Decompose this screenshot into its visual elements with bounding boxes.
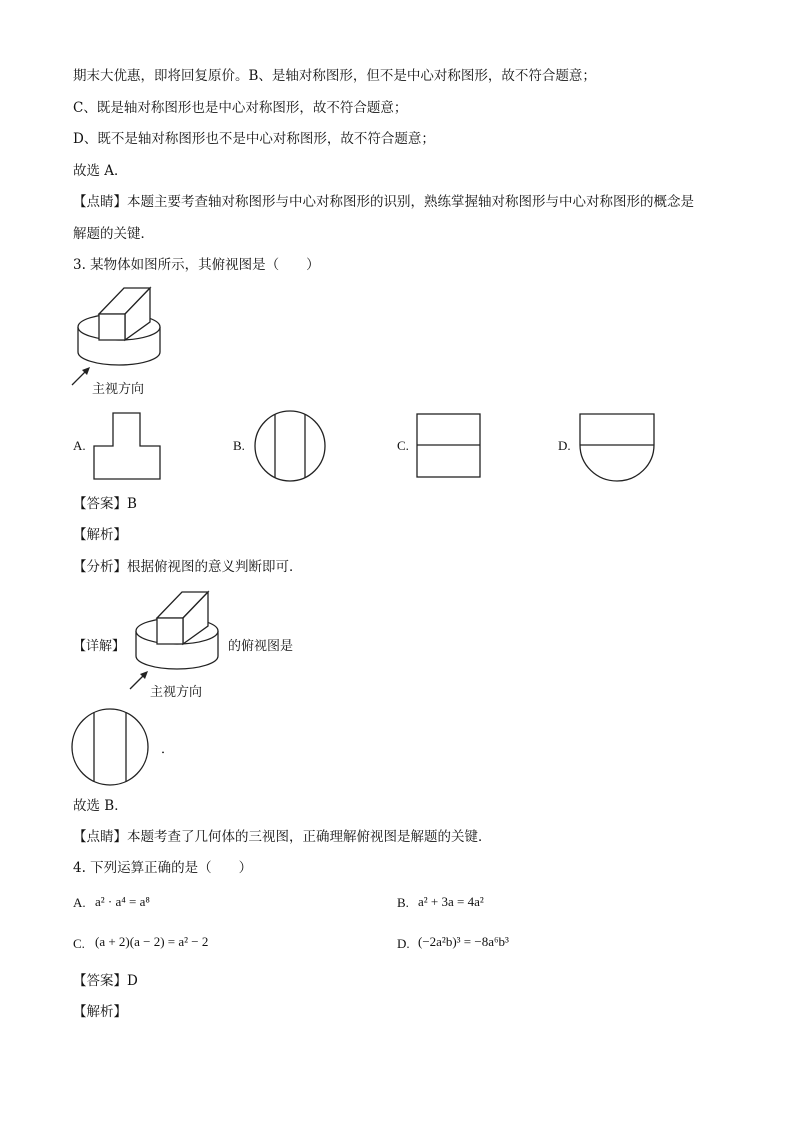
top-view-figure — [71, 708, 149, 786]
option-a-label: A. — [73, 895, 86, 910]
detail-heading: 【详解】 — [73, 639, 126, 654]
option-d-expression[interactable]: (−2a²b)³ = −8a⁶b³ — [418, 934, 509, 949]
option-a-figure[interactable] — [93, 412, 161, 480]
option-b-label: B. — [233, 438, 245, 453]
option-c-expression[interactable]: (a + 2)(a − 2) = a² − 2 — [95, 934, 209, 949]
period-mark: ． — [161, 742, 175, 757]
option-b-figure[interactable] — [254, 410, 326, 482]
key-point-note: 【点睛】本题考查了几何体的三视图，正确理解俯视图是解题的关键． — [73, 829, 492, 845]
analysis-heading: 【解析】 — [73, 527, 127, 543]
answer-label: 【答案】D — [73, 973, 138, 989]
text-line: 解题的关键． — [73, 226, 154, 242]
text-line: C、既是轴对称图形也是中心对称图形，故不符合题意； — [73, 100, 408, 116]
question-3-stem: 3. 某物体如图所示，其俯视图是（ ） — [73, 257, 320, 273]
text-line: 期末大优惠，即将回复原价。B、是轴对称图形，但不是中心对称图形，故不符合题意； — [73, 68, 596, 84]
view-direction-caption: 主视方向 — [150, 685, 203, 700]
option-c-figure[interactable] — [416, 413, 482, 479]
analysis-heading: 【解析】 — [73, 1004, 127, 1020]
question-4-stem: 4. 下列运算正确的是（ ） — [73, 860, 253, 876]
detail-tail-text: 的俯视图是 — [228, 639, 294, 654]
analysis-text: 【分析】根据俯视图的意义判断即可． — [73, 559, 303, 575]
option-a-expression[interactable]: a² · a⁴ = a⁸ — [95, 894, 150, 909]
option-c-label: C. — [397, 438, 409, 453]
answer-label: 【答案】B — [73, 496, 137, 512]
view-direction-caption: 主视方向 — [92, 382, 145, 397]
key-point-note: 【点睛】本题主要考查轴对称图形与中心对称图形的识别，熟练掌握轴对称图形与中心对称图形的概念是 — [73, 194, 694, 210]
option-d-label: D. — [397, 936, 410, 951]
option-b-expression[interactable]: a² + 3a = 4a² — [418, 894, 484, 909]
object-3d-figure-detail — [128, 588, 228, 693]
option-d-label: D. — [558, 438, 571, 453]
option-d-figure[interactable] — [579, 413, 655, 483]
text-line: D、既不是轴对称图形也不是中心对称图形，故不符合题意； — [73, 131, 435, 147]
option-a-label: A. — [73, 438, 86, 453]
option-c-label: C. — [73, 936, 85, 951]
object-3d-figure — [70, 284, 170, 389]
option-b-label: B. — [397, 895, 409, 910]
conclusion-text: 故选 B． — [73, 798, 128, 814]
text-line: 故选 A． — [73, 163, 128, 179]
